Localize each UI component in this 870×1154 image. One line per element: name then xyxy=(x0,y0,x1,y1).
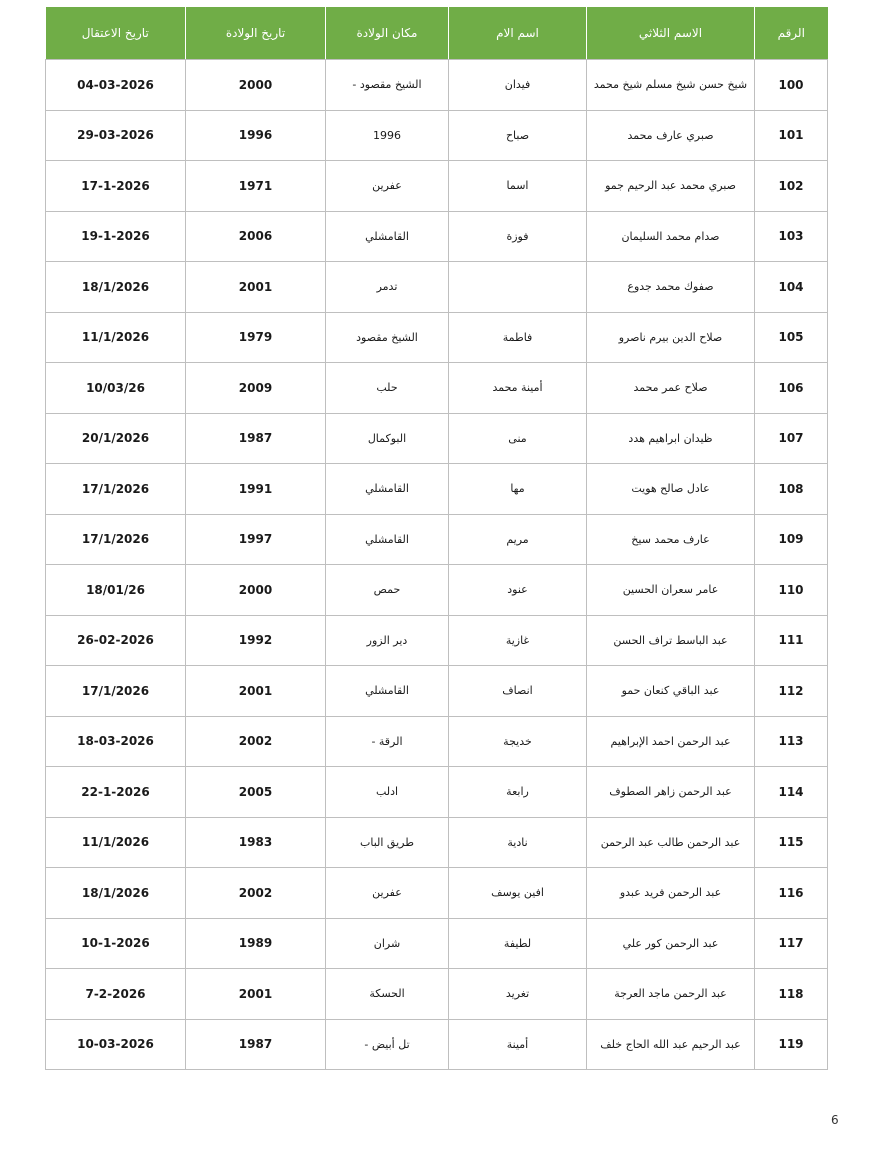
cell-birth-date: 2002 xyxy=(186,716,326,767)
cell-birth-place: الشيخ مقصود xyxy=(326,312,449,363)
cell-number: 115 xyxy=(755,817,828,868)
cell-birth-place: 1996 xyxy=(326,110,449,161)
cell-birth-date: 2005 xyxy=(186,767,326,818)
cell-number: 117 xyxy=(755,918,828,969)
table-row xyxy=(46,110,828,161)
cell-number: 107 xyxy=(755,413,828,464)
cell-number: 110 xyxy=(755,565,828,616)
cell-full-name: صبري عارف محمد xyxy=(587,110,755,161)
table-row xyxy=(46,767,828,818)
cell-birth-date: 1983 xyxy=(186,817,326,868)
cell-arrest-date: 10-1-2026 xyxy=(46,918,186,969)
cell-full-name: عبد الرحيم عبد الله الحاج خلف xyxy=(587,1019,755,1070)
cell-birth-date: 2001 xyxy=(186,262,326,313)
cell-number: 101 xyxy=(755,110,828,161)
cell-full-name: شيخ حسن شيخ مسلم شيخ محمد xyxy=(587,60,755,111)
cell-arrest-date: 17/1/2026 xyxy=(46,514,186,565)
cell-full-name: عبد الرحمن فريد عبدو xyxy=(587,868,755,919)
cell-full-name: عامر سعران الحسين xyxy=(587,565,755,616)
cell-birth-place: تدمر xyxy=(326,262,449,313)
table-row xyxy=(46,969,828,1020)
table-row xyxy=(46,868,828,919)
cell-number: 108 xyxy=(755,464,828,515)
cell-number: 102 xyxy=(755,161,828,212)
cell-full-name: عبد الباقي كنعان حمو xyxy=(587,666,755,717)
table-row xyxy=(46,413,828,464)
cell-birth-date: 1992 xyxy=(186,615,326,666)
cell-arrest-date: 11/1/2026 xyxy=(46,817,186,868)
cell-arrest-date: 18-03-2026 xyxy=(46,716,186,767)
cell-full-name: عبد الرحمن طالب عبد الرحمن xyxy=(587,817,755,868)
cell-number: 105 xyxy=(755,312,828,363)
cell-mother-name xyxy=(449,262,587,313)
cell-birth-place: حلب xyxy=(326,363,449,414)
cell-number: 100 xyxy=(755,60,828,111)
header-birth-place: مكان الولادة xyxy=(326,7,449,60)
cell-arrest-date: 18/1/2026 xyxy=(46,262,186,313)
cell-full-name: عبد الرحمن كور علي xyxy=(587,918,755,969)
cell-mother-name: صباح xyxy=(449,110,587,161)
cell-birth-place: الشيخ مقصود - xyxy=(326,60,449,111)
cell-birth-place: عفرين xyxy=(326,868,449,919)
cell-mother-name: خديجة xyxy=(449,716,587,767)
cell-arrest-date: 04-03-2026 xyxy=(46,60,186,111)
cell-birth-place: عفرين xyxy=(326,161,449,212)
cell-mother-name: فوزة xyxy=(449,211,587,262)
cell-full-name: عادل صالح هويت xyxy=(587,464,755,515)
cell-number: 119 xyxy=(755,1019,828,1070)
cell-full-name: صدام محمد السليمان xyxy=(587,211,755,262)
cell-birth-date: 2000 xyxy=(186,60,326,111)
cell-birth-date: 1979 xyxy=(186,312,326,363)
table-row xyxy=(46,716,828,767)
cell-birth-date: 1987 xyxy=(186,1019,326,1070)
header-mother-name: اسم الام xyxy=(449,7,587,60)
header-arrest-date: تاريخ الاعتقال xyxy=(46,7,186,60)
cell-birth-date: 1991 xyxy=(186,464,326,515)
cell-mother-name: افين يوسف xyxy=(449,868,587,919)
cell-number: 111 xyxy=(755,615,828,666)
cell-number: 112 xyxy=(755,666,828,717)
cell-mother-name: مها xyxy=(449,464,587,515)
table-row xyxy=(46,60,828,111)
cell-mother-name: نادية xyxy=(449,817,587,868)
cell-mother-name: رابعة xyxy=(449,767,587,818)
cell-full-name: عبد الرحمن احمد الإبراهيم xyxy=(587,716,755,767)
cell-birth-date: 2001 xyxy=(186,969,326,1020)
cell-full-name: عبد الباسط تراف الحسن xyxy=(587,615,755,666)
cell-arrest-date: 17-1-2026 xyxy=(46,161,186,212)
records-table xyxy=(45,7,828,1070)
cell-birth-place: القامشلي xyxy=(326,464,449,515)
cell-arrest-date: 10-03-2026 xyxy=(46,1019,186,1070)
table-row xyxy=(46,666,828,717)
table-row xyxy=(46,161,828,212)
cell-birth-date: 1997 xyxy=(186,514,326,565)
cell-mother-name: أمينة محمد xyxy=(449,363,587,414)
cell-birth-date: 1971 xyxy=(186,161,326,212)
table-row xyxy=(46,363,828,414)
cell-arrest-date: 20/1/2026 xyxy=(46,413,186,464)
cell-mother-name: فيدان xyxy=(449,60,587,111)
cell-birth-place: الحسكة xyxy=(326,969,449,1020)
cell-mother-name: منى xyxy=(449,413,587,464)
cell-arrest-date: 17/1/2026 xyxy=(46,464,186,515)
cell-birth-place: حمص xyxy=(326,565,449,616)
cell-birth-place: تل أبيض - xyxy=(326,1019,449,1070)
cell-full-name: عبد الرحمن زاهر الصطوف xyxy=(587,767,755,818)
header-full-name: الاسم الثلاثي xyxy=(587,7,755,60)
cell-birth-date: 1996 xyxy=(186,110,326,161)
cell-birth-date: 2009 xyxy=(186,363,326,414)
cell-birth-place: طريق الباب xyxy=(326,817,449,868)
cell-mother-name: غازية xyxy=(449,615,587,666)
cell-birth-date: 2001 xyxy=(186,666,326,717)
cell-full-name: صلاح عمر محمد xyxy=(587,363,755,414)
table-row xyxy=(46,312,828,363)
cell-full-name: صلاح الدين بيرم ناصرو xyxy=(587,312,755,363)
cell-full-name: ظيدان ابراهيم هدد xyxy=(587,413,755,464)
table-row xyxy=(46,262,828,313)
cell-birth-place: القامشلي xyxy=(326,666,449,717)
cell-full-name: عبد الرحمن ماجد العرجة xyxy=(587,969,755,1020)
cell-birth-place: ادلب xyxy=(326,767,449,818)
cell-arrest-date: 19-1-2026 xyxy=(46,211,186,262)
cell-birth-date: 2006 xyxy=(186,211,326,262)
cell-birth-place: شران xyxy=(326,918,449,969)
cell-birth-date: 2002 xyxy=(186,868,326,919)
cell-mother-name: مريم xyxy=(449,514,587,565)
table-row xyxy=(46,817,828,868)
header-number: الرقم xyxy=(755,7,828,60)
cell-arrest-date: 11/1/2026 xyxy=(46,312,186,363)
cell-arrest-date: 22-1-2026 xyxy=(46,767,186,818)
cell-birth-date: 1987 xyxy=(186,413,326,464)
table-row xyxy=(46,615,828,666)
cell-mother-name: فاطمة xyxy=(449,312,587,363)
table-row xyxy=(46,918,828,969)
cell-arrest-date: 18/1/2026 xyxy=(46,868,186,919)
cell-birth-place: القامشلي xyxy=(326,514,449,565)
cell-arrest-date: 17/1/2026 xyxy=(46,666,186,717)
cell-arrest-date: 10/03/26 xyxy=(46,363,186,414)
cell-number: 103 xyxy=(755,211,828,262)
cell-number: 113 xyxy=(755,716,828,767)
cell-number: 109 xyxy=(755,514,828,565)
table-row xyxy=(46,1019,828,1070)
cell-full-name: صفوك محمد جدوع xyxy=(587,262,755,313)
cell-birth-place: البوكمال xyxy=(326,413,449,464)
cell-mother-name: اسما xyxy=(449,161,587,212)
cell-mother-name: لطيفة xyxy=(449,918,587,969)
table-header-row xyxy=(46,7,828,60)
cell-arrest-date: 7-2-2026 xyxy=(46,969,186,1020)
cell-birth-date: 2000 xyxy=(186,565,326,616)
cell-arrest-date: 18/01/26 xyxy=(46,565,186,616)
cell-birth-date: 1989 xyxy=(186,918,326,969)
cell-number: 118 xyxy=(755,969,828,1020)
header-birth-date: تاريخ الولادة xyxy=(186,7,326,60)
cell-birth-place: دير الزور xyxy=(326,615,449,666)
page-number: 6 xyxy=(831,1113,839,1127)
cell-number: 106 xyxy=(755,363,828,414)
cell-number: 116 xyxy=(755,868,828,919)
cell-mother-name: عنود xyxy=(449,565,587,616)
cell-full-name: عارف محمد سيخ xyxy=(587,514,755,565)
cell-arrest-date: 26-02-2026 xyxy=(46,615,186,666)
cell-number: 104 xyxy=(755,262,828,313)
cell-mother-name: انصاف xyxy=(449,666,587,717)
cell-birth-place: القامشلي xyxy=(326,211,449,262)
cell-mother-name: أمينة xyxy=(449,1019,587,1070)
cell-full-name: صبري محمد عبد الرحيم جمو xyxy=(587,161,755,212)
table-row xyxy=(46,514,828,565)
cell-mother-name: تغريد xyxy=(449,969,587,1020)
table-row xyxy=(46,464,828,515)
cell-arrest-date: 29-03-2026 xyxy=(46,110,186,161)
cell-birth-place: الرقة - xyxy=(326,716,449,767)
table-row xyxy=(46,565,828,616)
cell-number: 114 xyxy=(755,767,828,818)
table-row xyxy=(46,211,828,262)
